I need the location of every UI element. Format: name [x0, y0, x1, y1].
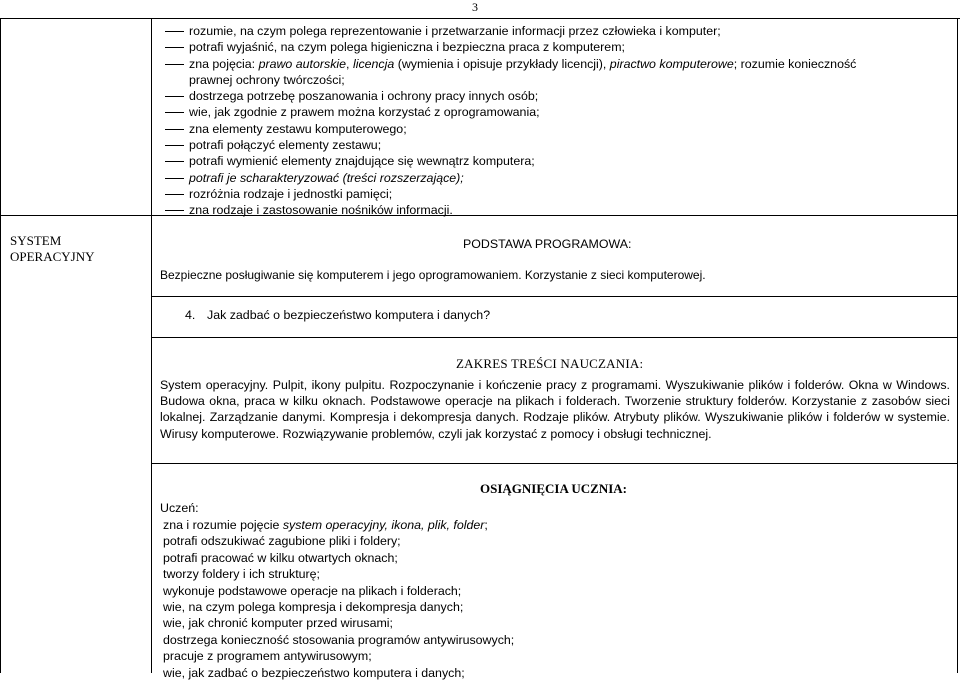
bullet-item [160, 56, 950, 89]
dash-marker [165, 129, 184, 130]
bullet-item [160, 88, 950, 104]
dash-marker [165, 47, 184, 48]
section-title [10, 233, 130, 265]
dash-marker [165, 145, 184, 146]
scope-title: ZAKRES TREŚCI NAUCZANIA: [456, 356, 644, 371]
bullet-text-continuation: prawnej ochrony twórczości; [189, 72, 345, 87]
student-label: Uczeń: [160, 501, 199, 515]
bullet-text: (wymienia i opisuje przykłady licencji), [394, 56, 610, 71]
question-number: 4. [185, 308, 196, 322]
outcome-item: wykonuje podstawowe operacje na plikach i folderach; [163, 583, 462, 598]
section-title-line1: SYSTEM [10, 233, 62, 248]
bullet-item [160, 39, 950, 55]
bullet-text: zna pojęcia: [189, 56, 259, 71]
bullet-text: , [346, 56, 353, 71]
bullet-text: potrafi je scharakteryzować (treści rozszerzające); [189, 170, 464, 185]
dash-marker [165, 210, 184, 211]
dash-marker [165, 31, 184, 32]
bullet-item [160, 153, 950, 169]
bullet-text: potrafi połączyć elementy zestawu; [189, 138, 382, 153]
bullet-text: licencja [352, 56, 395, 71]
cell-divider-basis [151, 296, 958, 297]
outcome-item: wie, jak zadbać o bezpieczeństwo komputera i danych; [163, 665, 465, 680]
dash-marker [165, 161, 184, 162]
outcome-item [163, 517, 514, 533]
table-right-border [957, 18, 958, 673]
cell-divider-scope [151, 463, 958, 464]
page-number: 3 [472, 0, 478, 14]
outcome-item: wie, na czym polega kompresja i dekompresja danych; [163, 600, 464, 615]
column-divider [151, 18, 152, 673]
outcome-item: potrafi pracować w kilku otwartych oknach; [163, 550, 398, 565]
dash-marker [165, 96, 184, 97]
bullet-text: wie, jak zgodnie z prawem można korzystać z oprogramowania; [189, 105, 540, 120]
lesson-question [185, 308, 490, 322]
basis-label: PODSTAWA PROGRAMOWA: [463, 237, 632, 251]
outcome-item: pracuje z programem antywirusowym; [163, 649, 372, 664]
bullet-item [160, 186, 950, 202]
bullet-text: rozróżnia rodzaje i jednostki pamięci; [189, 186, 393, 201]
outcomes-title: OSIĄGNIĘCIA UCZNIA: [480, 481, 627, 496]
scope-text: System operacyjny. Pulpit, ikony pulpitu. Rozpoczynanie i kończenie pracy z programami. Wyszukiwanie plików i folderów. Okna w Windows. Budowa okna, praca w kilku oknach. Podstawowe operacje na plikach i folderach. Tworzenie struktury folderów. Korzystanie z zasobów sieci lokalnej. Zarządzanie danymi. Kompresja i dekompresja danych. Rodzaje plików. Atrybuty plików. Wyszukiwanie plików i folderów w systemie. Wirusy komputerowe. Rozwiązywanie problemów, czyli jak korzystać z pomocy i obsługi technicznej. [160, 378, 950, 441]
bullet-item [160, 202, 950, 218]
bullet-text: prawo autorskie [258, 56, 347, 71]
bullet-text: ; rozumie konieczność [733, 56, 857, 71]
dash-marker [165, 194, 184, 195]
outcome-terms: system operacyjny, ikona, plik, folder [282, 518, 485, 532]
question-text: Jak zadbać o bezpieczeństwo komputera i danych? [207, 308, 491, 322]
bullet-item [160, 23, 950, 39]
outcome-item: potrafi odszukiwać zagubione pliki i foldery; [163, 534, 401, 549]
bullet-item [160, 104, 950, 120]
student-outcomes-list [163, 517, 514, 681]
dash-marker [165, 112, 184, 113]
outcomes-bullet-list [160, 23, 950, 219]
table-top-border [0, 18, 960, 19]
bullet-text: potrafi wymienić elementy znajdujące się wewnątrz komputera; [189, 154, 535, 169]
bullet-item [160, 137, 950, 153]
outcome-item: tworzy foldery i ich strukturę; [163, 567, 320, 582]
dash-marker [165, 64, 184, 65]
basis-text: Bezpieczne posługiwanie się komputerem i jego oprogramowaniem. Korzystanie z sieci komputerowej. [160, 268, 706, 282]
outcome-item: dostrzega konieczność stosowania programów antywirusowych; [163, 632, 515, 647]
bullet-text: zna rodzaje i zastosowanie nośników informacji. [189, 203, 453, 218]
bullet-text: zna elementy zestawu komputerowego; [189, 121, 407, 136]
bullet-item [160, 170, 950, 186]
bullet-text: dostrzega potrzebę poszanowania i ochrony pracy innych osób; [189, 89, 539, 104]
dash-marker [165, 178, 184, 179]
outcome-text: zna i rozumie pojęcie [163, 518, 283, 532]
bullet-text: rozumie, na czym polega reprezentowanie i przetwarzanie informacji przez człowieka i komputer; [189, 24, 721, 38]
section-title-line2: OPERACYJNY [10, 249, 95, 264]
bullet-item [160, 121, 950, 137]
cell-divider-question [151, 337, 958, 338]
bullet-text: piractwo komputerowe [609, 56, 734, 71]
table-left-border [0, 18, 1, 673]
bullet-text: potrafi wyjaśnić, na czym polega higieniczna i bezpieczna praca z komputerem; [189, 40, 625, 55]
outcome-punct: ; [484, 518, 488, 532]
outcome-item: wie, jak chronić komputer przed wirusami; [163, 616, 393, 631]
